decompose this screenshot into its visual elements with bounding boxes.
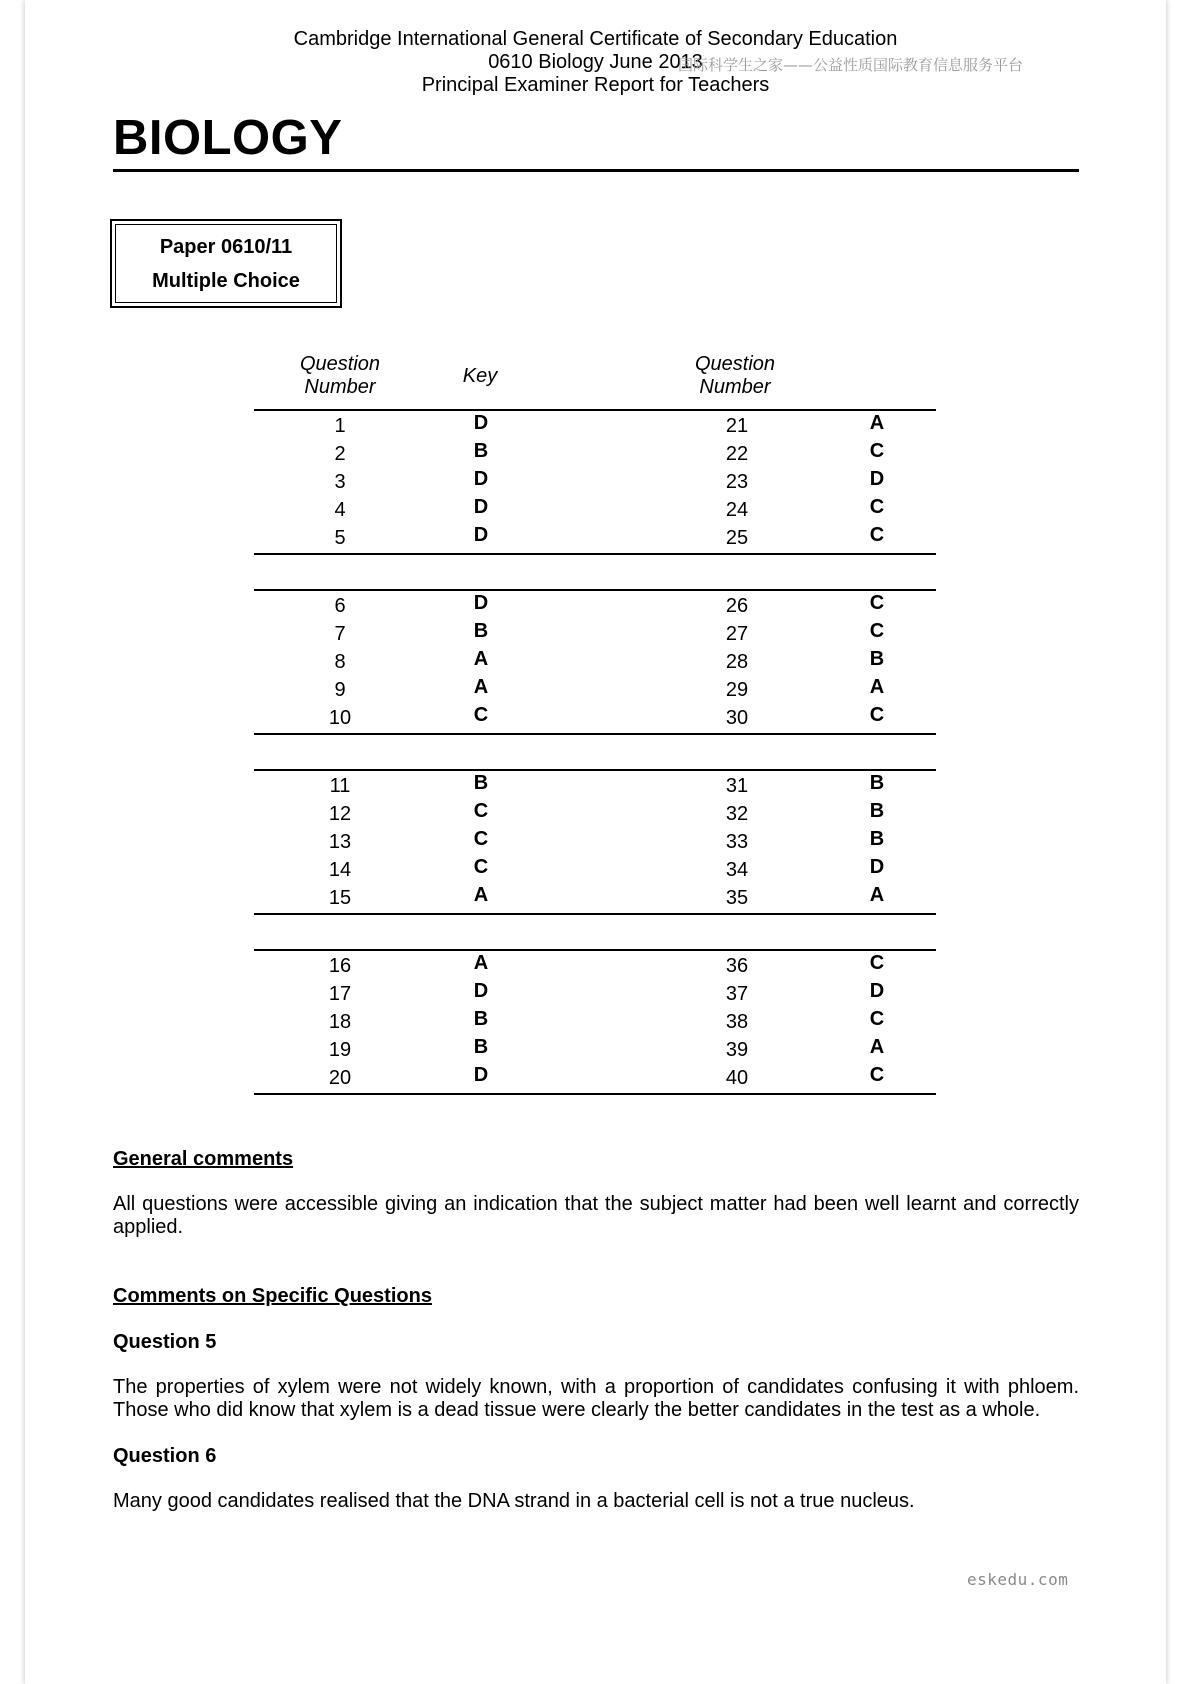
answer-key: A: [473, 952, 489, 974]
answer-key: C: [473, 800, 489, 822]
question-number: 10: [328, 707, 352, 729]
question-number: 23: [725, 471, 749, 493]
table-group-top-rule: [254, 589, 936, 591]
general-comments-heading: General comments: [113, 1148, 294, 1170]
answer-key: D: [869, 856, 885, 878]
question-number: 7: [334, 623, 346, 645]
paper-code: Paper 0610/11: [159, 235, 293, 258]
question-number: 26: [725, 595, 749, 617]
answer-key: B: [473, 1036, 489, 1058]
footer-watermark: eskedu.com: [967, 1570, 1069, 1589]
answer-key: B: [473, 440, 489, 462]
question-number: 27: [725, 623, 749, 645]
question-number: 12: [328, 803, 352, 825]
header-question-number-2: Question Number: [694, 353, 776, 398]
answer-key: C: [869, 620, 885, 642]
general-comments-text: All questions were accessible giving an indication that the subject matter had been well learnt and correctly applied.: [113, 1193, 1079, 1238]
question-number: 11: [329, 775, 351, 797]
table-group-bottom-rule: [254, 733, 936, 735]
question-6-text: Many good candidates realised that the DNA strand in a bacterial cell is not a true nucleus.: [113, 1490, 915, 1512]
title-divider: [113, 169, 1079, 172]
question-number: 28: [725, 651, 749, 673]
question-number: 37: [725, 983, 749, 1005]
question-number: 36: [725, 955, 749, 977]
header-watermark: 国际科学生之家——公益性质国际教育信息服务平台: [678, 56, 1024, 74]
header-key: Key: [462, 365, 498, 387]
table-group-top-rule: [254, 409, 936, 411]
answer-key: A: [869, 884, 885, 906]
question-number: 16: [328, 955, 352, 977]
question-number: 2: [334, 443, 346, 465]
question-number: 15: [328, 887, 352, 909]
answer-key: D: [473, 1064, 489, 1086]
answer-key: D: [473, 412, 489, 434]
question-number: 22: [725, 443, 749, 465]
answer-key: C: [869, 440, 885, 462]
question-number: 8: [334, 651, 346, 673]
answer-key: C: [869, 592, 885, 614]
header-question-number: Question Number: [299, 353, 381, 398]
answer-key: C: [869, 952, 885, 974]
question-number: 5: [334, 527, 346, 549]
table-group-bottom-rule: [254, 553, 936, 555]
answer-key: B: [869, 800, 885, 822]
question-number: 19: [328, 1039, 352, 1061]
page-title: BIOLOGY: [113, 111, 343, 165]
answer-key: C: [869, 704, 885, 726]
question-5-heading: Question 5: [113, 1331, 217, 1353]
table-group-bottom-rule: [254, 1093, 936, 1095]
question-5-text: The properties of xylem were not widely known, with a proportion of candidates confusing it with phloem. Those who did know that xylem is a dead tissue were clearly the better candidates in the test as a whole.: [113, 1376, 1079, 1421]
answer-key: D: [473, 496, 489, 518]
question-number: 30: [725, 707, 749, 729]
table-group-bottom-rule: [254, 913, 936, 915]
question-number: 1: [334, 415, 346, 437]
question-number: 9: [334, 679, 346, 701]
answer-key: B: [869, 648, 885, 670]
question-number: 34: [725, 859, 749, 881]
answer-key: C: [869, 1008, 885, 1030]
answer-key: D: [869, 980, 885, 1002]
answer-key: C: [473, 704, 489, 726]
answer-key: B: [473, 772, 489, 794]
question-number: 40: [725, 1067, 749, 1089]
question-number: 14: [328, 859, 352, 881]
question-number: 24: [725, 499, 749, 521]
question-number: 35: [725, 887, 749, 909]
answer-key: A: [869, 412, 885, 434]
question-number: 20: [328, 1067, 352, 1089]
header-line-2: 0610 Biology June 2013: [488, 51, 703, 73]
header-line-3: Principal Examiner Report for Teachers: [421, 74, 770, 96]
question-number: 13: [328, 831, 352, 853]
answer-key: D: [473, 468, 489, 490]
answer-key: A: [473, 676, 489, 698]
question-number: 31: [725, 775, 749, 797]
answer-key: C: [869, 496, 885, 518]
question-number: 18: [328, 1011, 352, 1033]
answer-key: A: [869, 676, 885, 698]
question-number: 6: [334, 595, 346, 617]
answer-key: B: [473, 620, 489, 642]
answer-key: A: [473, 884, 489, 906]
answer-key: C: [473, 828, 489, 850]
answer-key: D: [473, 980, 489, 1002]
question-number: 21: [725, 415, 749, 437]
question-number: 32: [725, 803, 749, 825]
specific-comments-heading: Comments on Specific Questions: [113, 1285, 432, 1307]
answer-key: B: [869, 828, 885, 850]
question-number: 3: [334, 471, 346, 493]
question-number: 4: [334, 499, 346, 521]
table-group-top-rule: [254, 949, 936, 951]
header-line-1: Cambridge International General Certificate of Secondary Education: [293, 28, 898, 50]
answer-key: C: [869, 1064, 885, 1086]
answer-key: D: [473, 524, 489, 546]
answer-key: A: [869, 1036, 885, 1058]
paper-type: Multiple Choice: [152, 269, 300, 292]
question-number: 25: [725, 527, 749, 549]
question-number: 17: [328, 983, 352, 1005]
question-number: 39: [725, 1039, 749, 1061]
answer-key: B: [869, 772, 885, 794]
answer-key: D: [473, 592, 489, 614]
question-number: 33: [725, 831, 749, 853]
question-number: 38: [725, 1011, 749, 1033]
answer-key: A: [473, 648, 489, 670]
paper-info-box: [110, 219, 342, 308]
answer-key: C: [473, 856, 489, 878]
table-group-top-rule: [254, 769, 936, 771]
question-number: 29: [725, 679, 749, 701]
question-6-heading: Question 6: [113, 1445, 217, 1467]
answer-key: D: [869, 468, 885, 490]
answer-key: C: [869, 524, 885, 546]
answer-key: B: [473, 1008, 489, 1030]
